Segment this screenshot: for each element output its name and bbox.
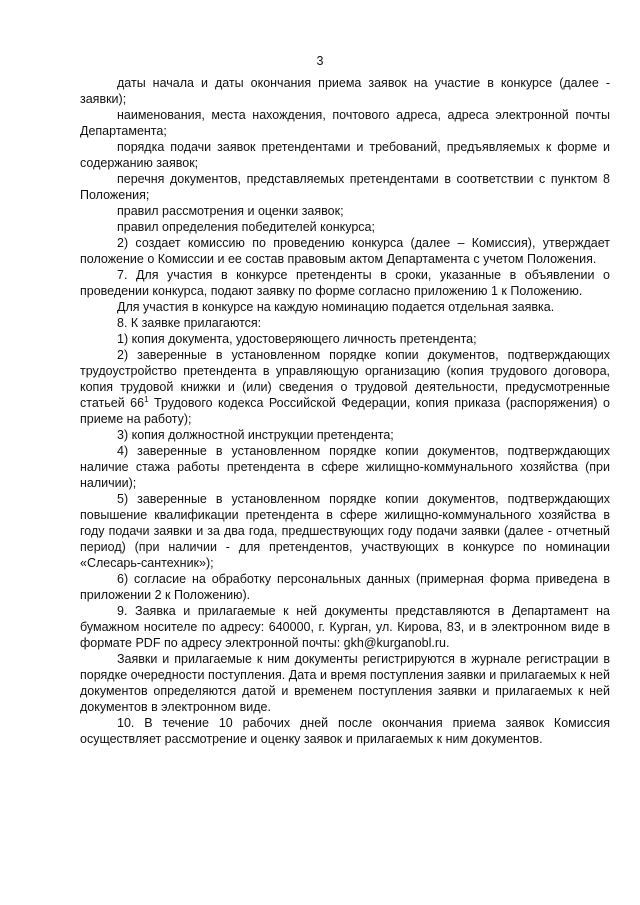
paragraph: наименования, места нахождения, почтового адреса, адреса электронной почты Департамента; [80, 108, 610, 138]
paragraph: 5) заверенные в установленном порядке копии документов, подтверждающих повышение квалификации претендента в сфере жилищно-коммунального хозяйства в году подачи заявки и за два года, предшествующих году подачи заявки (далее - отчетный период) (при наличии - для претендентов, участвующих в конкурсе по номинации «Слесарь-сантехник»); [80, 492, 610, 570]
paragraph: перечня документов, представляемых претендентами в соответствии с пунктом 8 Положения; [80, 172, 610, 202]
paragraph: порядка подачи заявок претендентами и требований, предъявляемых к форме и содержанию заявок; [80, 140, 610, 170]
paragraph: 3) копия должностной инструкции претендента; [117, 428, 394, 442]
paragraph: 4) заверенные в установленном порядке копии документов, подтверждающих наличие стажа работы претендента в сфере жилищно-коммунального хозяйства (при наличии); [80, 444, 610, 490]
paragraph: 9. Заявка и прилагаемые к ней документы представляются в Департамент на бумажном носителе по адресу: 640000, г. Курган, ул. Кирова, 83, и в электронном виде в формате PDF по адресу электронной почты: gkh@kurganobl.ru. [80, 604, 610, 650]
paragraph: 6) согласие на обработку персональных данных (примерная форма приведена в приложении 2 к Положению). [80, 572, 610, 602]
document-body [80, 75, 610, 747]
paragraph: Для участия в конкурсе на каждую номинацию подается отдельная заявка. [117, 300, 555, 314]
paragraph: 8. К заявке прилагаются: [117, 316, 262, 330]
paragraph: 10. В течение 10 рабочих дней после окончания приема заявок Комиссия осуществляет рассмотрение и оценку заявок и прилагаемых к ним документов. [80, 716, 610, 746]
paragraph: правил определения победителей конкурса; [117, 220, 375, 234]
paragraph: правил рассмотрения и оценки заявок; [117, 204, 344, 218]
paragraph: 7. Для участия в конкурсе претенденты в сроки, указанные в объявлении о проведении конкурса, подают заявку по форме согласно приложению 1 к Положению. [80, 268, 610, 298]
paragraph: 1) копия документа, удостоверяющего личность претендента; [117, 332, 477, 346]
paragraph: даты начала и даты окончания приема заявок на участие в конкурсе (далее - заявки); [80, 76, 610, 106]
paragraph-item-2 [80, 347, 610, 427]
article-superscript: 1 [144, 394, 149, 404]
paragraph: 2) создает комиссию по проведению конкурса (далее – Комиссия), утверждает положение о Комиссии и ее состав правовым актом Департамента с учетом Положения. [80, 236, 610, 266]
page-number: 3 [316, 54, 324, 68]
item-2-text-continued: Трудового кодекса Российской Федерации, копия приказа (распоряжения) о приеме на работу); [80, 396, 611, 426]
paragraph: Заявки и прилагаемые к ним документы регистрируются в журнале регистрации в порядке очередности поступления. Дата и время поступления заявки и прилагаемых к ней документов определяются датой и временем поступления заявки и прилагаемых к ней документов в электронном виде. [80, 652, 610, 714]
item-2-text: 2) заверенные в установленном порядке копии документов, подтверждающих трудоустройство претендента в управляющую организацию (копия трудового договора, копия трудовой книжки и (или) сведения о трудовой деятельности, предусмотренные статьей 66 [80, 348, 610, 410]
